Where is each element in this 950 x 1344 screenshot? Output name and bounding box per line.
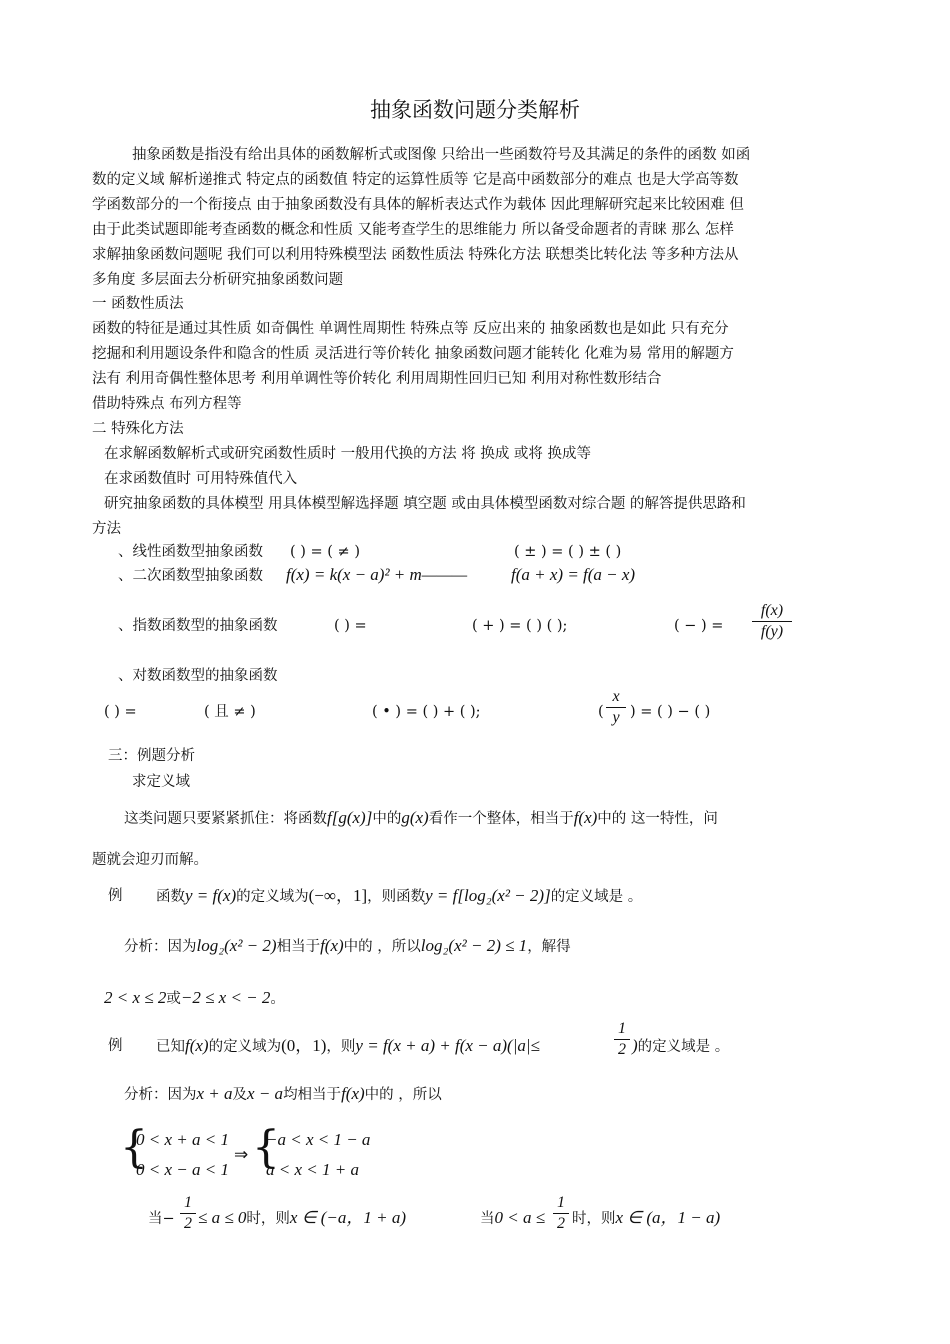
math: (−∞，1]	[308, 886, 368, 905]
text: 的定义域是 。	[637, 1039, 730, 1055]
text: 的定义域为	[236, 889, 309, 905]
math: f(x)	[320, 936, 344, 955]
analysis-text	[124, 936, 571, 957]
fraction-bar	[180, 1213, 196, 1214]
math: log₂(x² − 2)	[196, 936, 277, 955]
brace-symbol: {	[252, 1122, 280, 1173]
text: ，解得	[527, 939, 571, 955]
math: x + a	[196, 1084, 233, 1103]
math: x ∈ (a，1 − a)	[615, 1208, 721, 1227]
paragraph-line: 题就会迎刃而解。	[92, 852, 208, 868]
text: 中的	[372, 811, 402, 827]
model-formula: ( ) =	[104, 704, 137, 720]
model-formula: f(a + x) = f(a − x)	[511, 565, 636, 584]
fraction-numerator: 1	[557, 1194, 565, 1211]
text: ，则	[326, 1039, 356, 1055]
fraction	[606, 688, 626, 727]
text: 。	[270, 991, 285, 1007]
math: 0 < x − a < 1	[136, 1160, 229, 1179]
text: ，则函数	[367, 889, 426, 905]
fraction-denominator: f(y)	[760, 623, 784, 640]
section-heading: 二 特殊化方法	[92, 421, 184, 437]
model-formula: ( + ) = ( ) ( );	[472, 618, 568, 634]
section-heading: 一 函数性质法	[92, 296, 184, 312]
example-label: 例	[108, 888, 123, 904]
fraction-bar	[606, 707, 626, 708]
math: 0 < x + a < 1	[136, 1130, 229, 1149]
model-label: 、二次函数型抽象函数	[118, 568, 263, 584]
math: x − a	[247, 1084, 284, 1103]
math: (0，1)	[281, 1036, 327, 1055]
fraction	[180, 1194, 196, 1233]
fraction-numerator: x	[612, 688, 620, 705]
text: 分析：因为	[124, 1087, 197, 1103]
fraction-denominator: 2	[184, 1215, 192, 1232]
implies-arrow: ⇒	[234, 1145, 249, 1164]
text: 及	[232, 1087, 248, 1103]
intro-line: 抽象函数是指没有给出具体的函数解析式或图像 只给出一些函数符号及其满足的条件的函数 如函	[132, 147, 751, 163]
fraction-bar	[752, 621, 792, 622]
intro-line: 由于此类试题即能考查函数的概念和性质 又能考查学生的思维能力 所以备受命题者的青睐 那么 怎样	[92, 222, 734, 238]
fraction-numerator: 1	[618, 1020, 626, 1037]
analysis-result	[104, 988, 285, 1009]
math: y = f(x)	[185, 886, 237, 905]
text: 中的 这一特性，问	[597, 811, 718, 827]
example-text	[156, 886, 642, 907]
intro-line: 学函数部分的一个衔接点 由于抽象函数没有具体的解析表达式作为载体 因此理解研究起来比较困难 但	[92, 197, 744, 213]
text: 当−	[148, 1211, 175, 1227]
fraction-denominator: 2	[618, 1041, 626, 1058]
math: f(x)	[573, 808, 598, 827]
model-formula: (	[598, 704, 604, 720]
brace-symbol: {	[120, 1122, 148, 1173]
text: 分析：因为	[124, 939, 197, 955]
math: f(x)	[185, 1036, 209, 1055]
model-formula: ( ± ) = ( ) ± ( )	[514, 544, 622, 560]
example-text	[156, 1036, 540, 1057]
math: −2 ≤ x < − 2	[180, 988, 271, 1007]
text: 函数	[156, 889, 185, 905]
paragraph-line	[124, 808, 718, 829]
body-line: 在求解函数解析式或研究函数性质时 一般用代换的方法 将 换成 或将 换成等	[104, 446, 592, 462]
model-label: 、指数函数型的抽象函数	[118, 618, 278, 634]
intro-line: 数的定义域 解析递推式 特定点的函数值 特定的运算性质等 它是高中函数部分的难点 也是大学高等数	[92, 172, 739, 188]
fraction-bar	[614, 1039, 630, 1040]
body-line: 研究抽象函数的具体模型 用具体模型解选择题 填空题 或由具体模型函数对综合题 的解答提供思路和	[104, 496, 746, 512]
body-line: 借助特殊点 布列方程等	[92, 396, 242, 412]
fraction-numerator: f(x)	[760, 602, 784, 619]
math: 2 < x ≤ 2	[104, 988, 167, 1007]
text: 相当于	[276, 939, 321, 955]
body-line: 法有 利用奇偶性整体思考 利用单调性等价转化 利用周期性回归已知 利用对称性数形结合	[92, 371, 662, 387]
model-formula: f(x) = k(x − a)² + m———	[286, 565, 468, 584]
model-formula: ) = ( ) − ( )	[630, 704, 711, 720]
text: 时，则	[246, 1211, 290, 1227]
model-formula: ( 且 ≠ )	[204, 704, 256, 720]
model-formula: ( − ) =	[674, 618, 724, 634]
math: −a < x < 1 − a	[266, 1130, 371, 1149]
math: f(x)	[341, 1084, 365, 1103]
text: 已知	[156, 1039, 185, 1055]
fraction	[614, 1020, 630, 1059]
math: a < x < 1 + a	[266, 1160, 359, 1179]
math: ≤ a ≤ 0	[198, 1208, 247, 1227]
text: 中的 ，所以	[364, 1087, 442, 1103]
model-formula: ( ) = ( ≠ )	[290, 544, 360, 560]
case-text	[572, 1208, 720, 1229]
math: x ∈ (−a，1 + a)	[289, 1208, 407, 1227]
case-text	[480, 1208, 545, 1229]
math: y = f[log₂(x² − 2)]	[425, 886, 551, 905]
body-line: 函数的特征是通过其性质 如奇偶性 单调性周期性 特殊点等 反应出来的 抽象函数也是如此 只有充分	[92, 321, 729, 337]
text: 的定义域是 。	[550, 889, 643, 905]
intro-line: 多角度 多层面去分析研究抽象函数问题	[92, 272, 344, 288]
math: )	[632, 1036, 638, 1055]
text: 这类问题只要紧紧抓住：将函数	[124, 811, 327, 827]
example-text	[632, 1036, 729, 1057]
example-label: 例	[108, 1038, 123, 1054]
text: 的定义域为	[208, 1039, 282, 1055]
math: g(x)	[401, 808, 429, 827]
model-label: 、线性函数型抽象函数	[118, 544, 263, 560]
math: 0 < a ≤	[494, 1208, 546, 1227]
fraction-bar	[553, 1213, 569, 1214]
model-formula: ( ) =	[334, 618, 367, 634]
text: 看作一个整体，相当于	[428, 811, 574, 827]
fraction-denominator: 2	[557, 1215, 565, 1232]
fraction	[752, 602, 792, 641]
body-line: 方法	[92, 521, 121, 537]
model-label: 、对数函数型的抽象函数	[118, 668, 278, 684]
math: log₂(x² − 2) ≤ 1	[420, 936, 528, 955]
math: y = f(x + a) + f(x − a)(|a|≤	[355, 1036, 540, 1055]
body-line: 挖掘和利用题设条件和隐含的性质 灵活进行等价转化 抽象函数问题才能转化 化难为易 常用的解题方	[92, 346, 734, 362]
text: 或	[166, 991, 181, 1007]
model-formula: ( • ) = ( ) + ( );	[372, 704, 481, 720]
section-heading: 三：例题分析	[108, 748, 195, 764]
fraction-numerator: 1	[184, 1194, 192, 1211]
fraction-denominator: y	[612, 709, 620, 726]
math: f[g(x)]	[327, 808, 373, 827]
case-text	[198, 1208, 406, 1229]
analysis-text	[124, 1084, 442, 1105]
text: 当	[480, 1211, 495, 1227]
intro-line: 求解抽象函数问题呢 我们可以利用特殊模型法 函数性质法 特殊化方法 联想类比转化法 等多种方法从	[92, 247, 739, 263]
body-line: 在求函数值时 可用特殊值代入	[104, 471, 298, 487]
text: 时，则	[572, 1211, 616, 1227]
page-title: 抽象函数问题分类解析	[370, 98, 580, 122]
text: 中的 ，所以	[343, 939, 421, 955]
fraction	[553, 1194, 569, 1233]
subsection-heading: 求定义域	[132, 774, 190, 790]
text: 均相当于	[283, 1087, 342, 1103]
